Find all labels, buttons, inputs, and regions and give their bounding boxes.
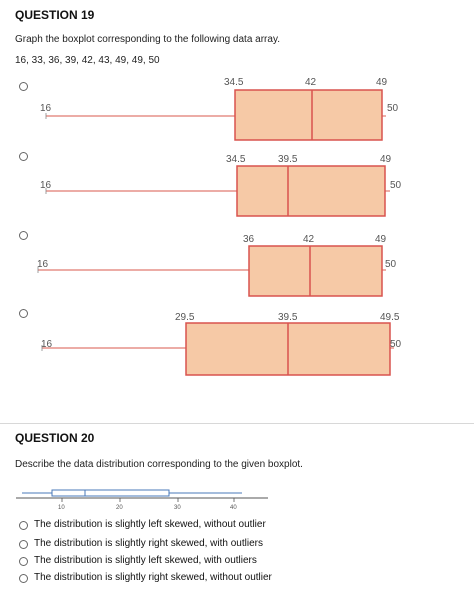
q3-label: 49 <box>376 77 388 88</box>
max-label: 50 <box>387 103 399 114</box>
q20-choice-4-label[interactable]: The distribution is slightly right skewed, without outlier <box>34 572 272 583</box>
q20-choice-3-label[interactable]: The distribution is slightly left skewed, with outliers <box>34 555 257 566</box>
q1-label: 29.5 <box>175 312 195 323</box>
q20-choice-4-radio[interactable] <box>19 574 28 583</box>
question-19-data-array: 16, 33, 36, 39, 42, 43, 49, 49, 50 <box>15 55 160 66</box>
median-label: 39.5 <box>278 312 298 323</box>
tick-label-20: 20 <box>116 505 123 511</box>
question-19-prompt: Graph the boxplot corresponding to the following data array. <box>15 34 280 45</box>
tick-label-30: 30 <box>174 505 181 511</box>
q1-label: 34.5 <box>224 77 244 88</box>
q3-label: 49.5 <box>380 312 400 323</box>
max-label: 50 <box>390 180 402 191</box>
box <box>235 90 382 140</box>
tick-label-40: 40 <box>230 505 237 511</box>
q20-choice-2-radio[interactable] <box>19 540 28 549</box>
median-label: 42 <box>303 234 315 245</box>
median-label: 42 <box>305 77 317 88</box>
q19-option-4-boxplot[interactable] <box>0 308 474 380</box>
max-label: 50 <box>385 259 397 270</box>
question-20-prompt: Describe the data distribution corresponding to the given boxplot. <box>15 459 303 470</box>
q20-boxplot <box>10 478 270 518</box>
min-label: 16 <box>40 180 52 191</box>
q20-choice-2-label[interactable]: The distribution is slightly right skewed, with outliers <box>34 538 263 549</box>
min-label: 16 <box>37 259 49 270</box>
q3-label: 49 <box>375 234 387 245</box>
q19-option-2-boxplot[interactable] <box>0 150 474 220</box>
q1-label: 36 <box>243 234 255 245</box>
box <box>249 246 382 296</box>
question-19-title: QUESTION 19 <box>15 8 95 22</box>
question-divider <box>0 423 474 424</box>
tick-label-10: 10 <box>58 505 65 511</box>
mini-box <box>52 490 169 496</box>
q20-choice-1-radio[interactable] <box>19 521 28 530</box>
min-label: 16 <box>41 339 53 350</box>
q3-label: 49 <box>380 154 392 165</box>
q20-choice-3-radio[interactable] <box>19 557 28 566</box>
question-20-title: QUESTION 20 <box>15 431 95 445</box>
min-label: 16 <box>40 103 52 114</box>
median-label: 39.5 <box>278 154 298 165</box>
q1-label: 34.5 <box>226 154 246 165</box>
box <box>237 166 385 216</box>
q20-choice-1-label[interactable]: The distribution is slightly left skewed, without outlier <box>34 519 266 530</box>
max-label: 50 <box>390 339 402 350</box>
q19-option-1-boxplot[interactable] <box>0 72 474 142</box>
q19-option-3-boxplot[interactable] <box>0 230 474 300</box>
